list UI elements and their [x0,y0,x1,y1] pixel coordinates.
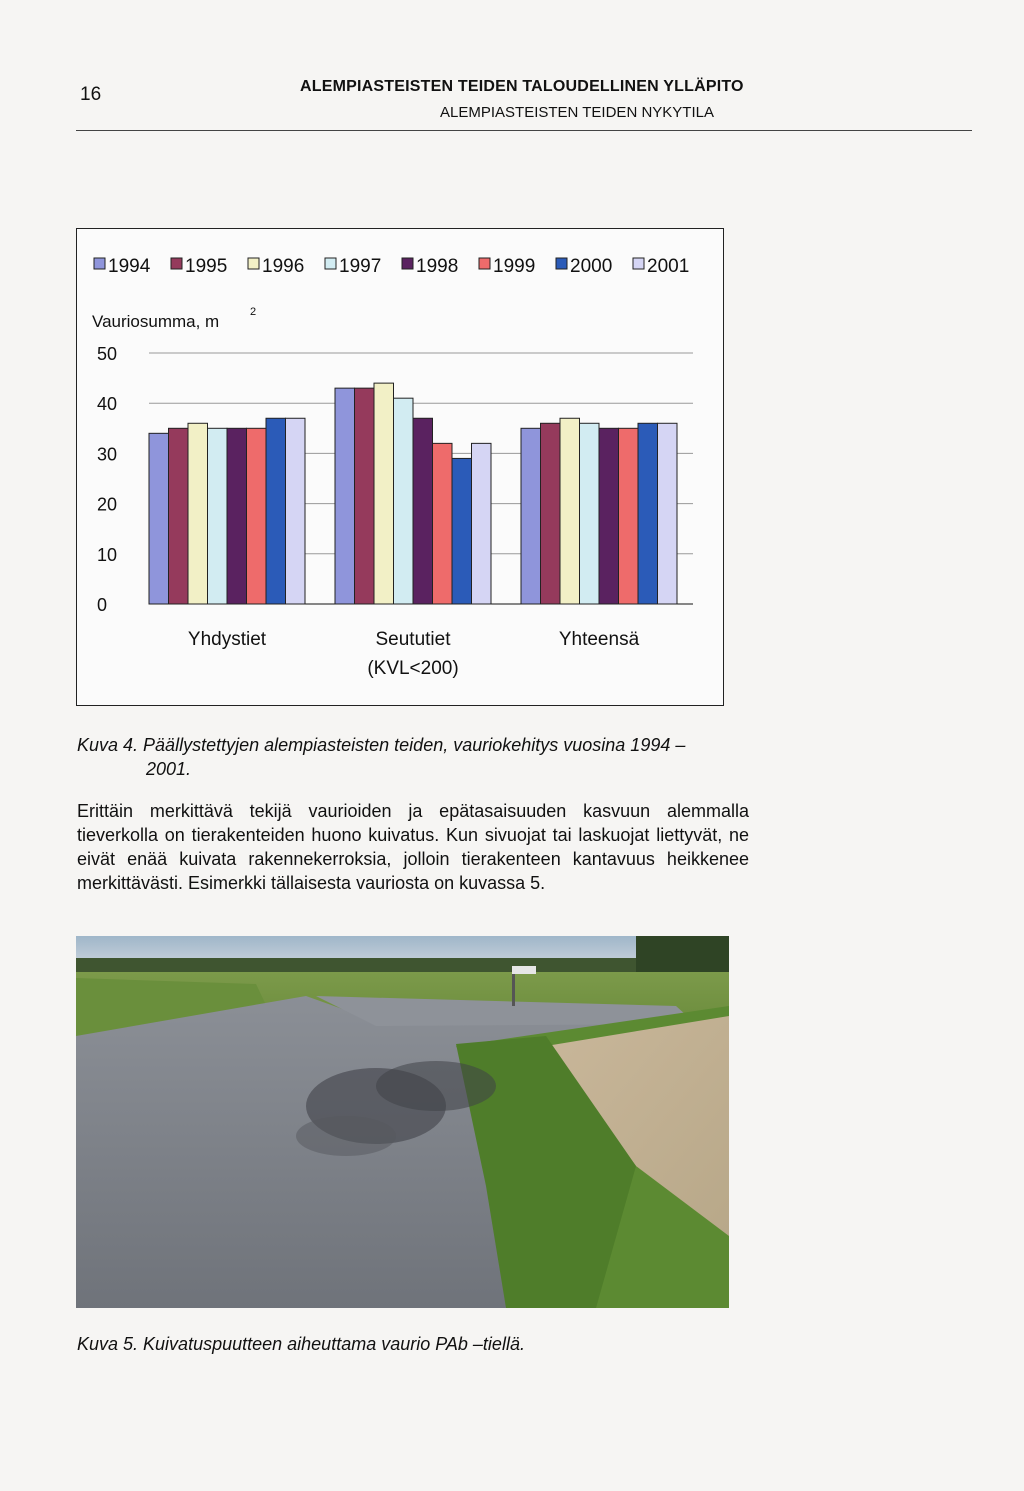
legend-swatch-1999 [479,258,490,269]
bar-chart [77,229,723,705]
legend-swatch-1996 [248,258,259,269]
legend-label-1996: 1996 [262,256,305,277]
bar-1996-1 [374,383,394,604]
y-tick-label-30: 30 [97,444,118,465]
legend-label-1999: 1999 [493,256,536,277]
bar-1995-0 [169,428,189,604]
header-rule [76,130,972,131]
bar-2000-0 [266,418,286,604]
bar-1998-2 [599,428,619,604]
legend-swatch-2000 [556,258,567,269]
bar-1997-0 [208,428,228,604]
bar-1997-1 [394,398,414,604]
figure-4-caption [77,733,777,781]
figure-5-caption: Kuva 5. Kuivatuspuutteen aiheuttama vaurio PAb –tiellä. [77,1334,525,1354]
legend-label-1994: 1994 [108,256,151,277]
figure-4-caption-line1: Kuva 4. Päällystettyjen alempiasteisten teiden, vauriokehitys vuosina 1994 – [77,735,686,755]
bar-1997-2 [580,423,600,604]
legend-swatch-1997 [325,258,336,269]
bar-1998-1 [413,418,433,604]
bar-1995-1 [355,388,375,604]
bar-1994-0 [149,433,169,604]
bar-2000-1 [452,458,472,604]
bar-2001-2 [658,423,678,604]
x-category-label-0: Yhdystiet [187,629,267,650]
y-axis-label: Vauriosumma, m [92,312,220,331]
bar-1999-1 [433,443,453,604]
running-header-title: ALEMPIASTEISTEN TEIDEN TALOUDELLINEN YLLÄPITO [300,78,744,95]
legend-label-1998: 1998 [416,256,459,277]
bar-1996-2 [560,418,580,604]
y-tick-label-50: 50 [97,344,118,364]
x-category-label-1: Seututiet [375,629,451,650]
y-tick-label-20: 20 [97,494,118,515]
body-paragraph: Erittäin merkittävä tekijä vaurioiden ja epätasaisuuden kasvuun alemmalla tieverkolla on tierakenteiden huono kuivatus. Kun sivuojat tai laskuojat liettyvät, ne eivät enää kuivata rakennekerroksia, jolloin tierakenteen kantavuus heikkenee merkittävästi. Esimerkki tällaisesta vauriosta on kuvassa 5. [77,801,749,893]
bar-chart-frame [76,228,724,706]
y-axis-label-superscript: 2 [250,306,257,318]
bar-1999-0 [247,428,267,604]
legend-swatch-1994 [94,258,105,269]
figure-4-caption-line2: 2001. [146,759,192,779]
bar-2001-0 [286,418,306,604]
bar-1994-2 [521,428,541,604]
legend-label-1995: 1995 [185,256,228,277]
y-tick-label-10: 10 [97,544,118,565]
y-tick-label-0: 0 [97,595,108,615]
legend-label-2000: 2000 [570,256,613,277]
bar-1999-2 [619,428,639,604]
bar-1994-1 [335,388,355,604]
legend-swatch-1998 [402,258,413,269]
y-tick-label-40: 40 [97,394,118,415]
legend-label-1997: 1997 [339,256,382,277]
road-photo-illustration [76,936,729,1308]
bar-1998-0 [227,428,247,604]
road-damage-photo [76,936,729,1308]
x-category-sublabel-1: (KVL<200) [367,658,459,679]
bar-1995-2 [541,423,561,604]
page-number: 16 [80,84,102,105]
bar-2000-2 [638,423,658,604]
legend-swatch-1995 [171,258,182,269]
bar-1996-0 [188,423,208,604]
bar-2001-1 [472,443,492,604]
legend-label-2001: 2001 [647,256,690,277]
running-header-subtitle: ALEMPIASTEISTEN TEIDEN NYKYTILA [440,104,714,121]
legend-swatch-2001 [633,258,644,269]
x-category-label-2: Yhteensä [558,629,640,650]
